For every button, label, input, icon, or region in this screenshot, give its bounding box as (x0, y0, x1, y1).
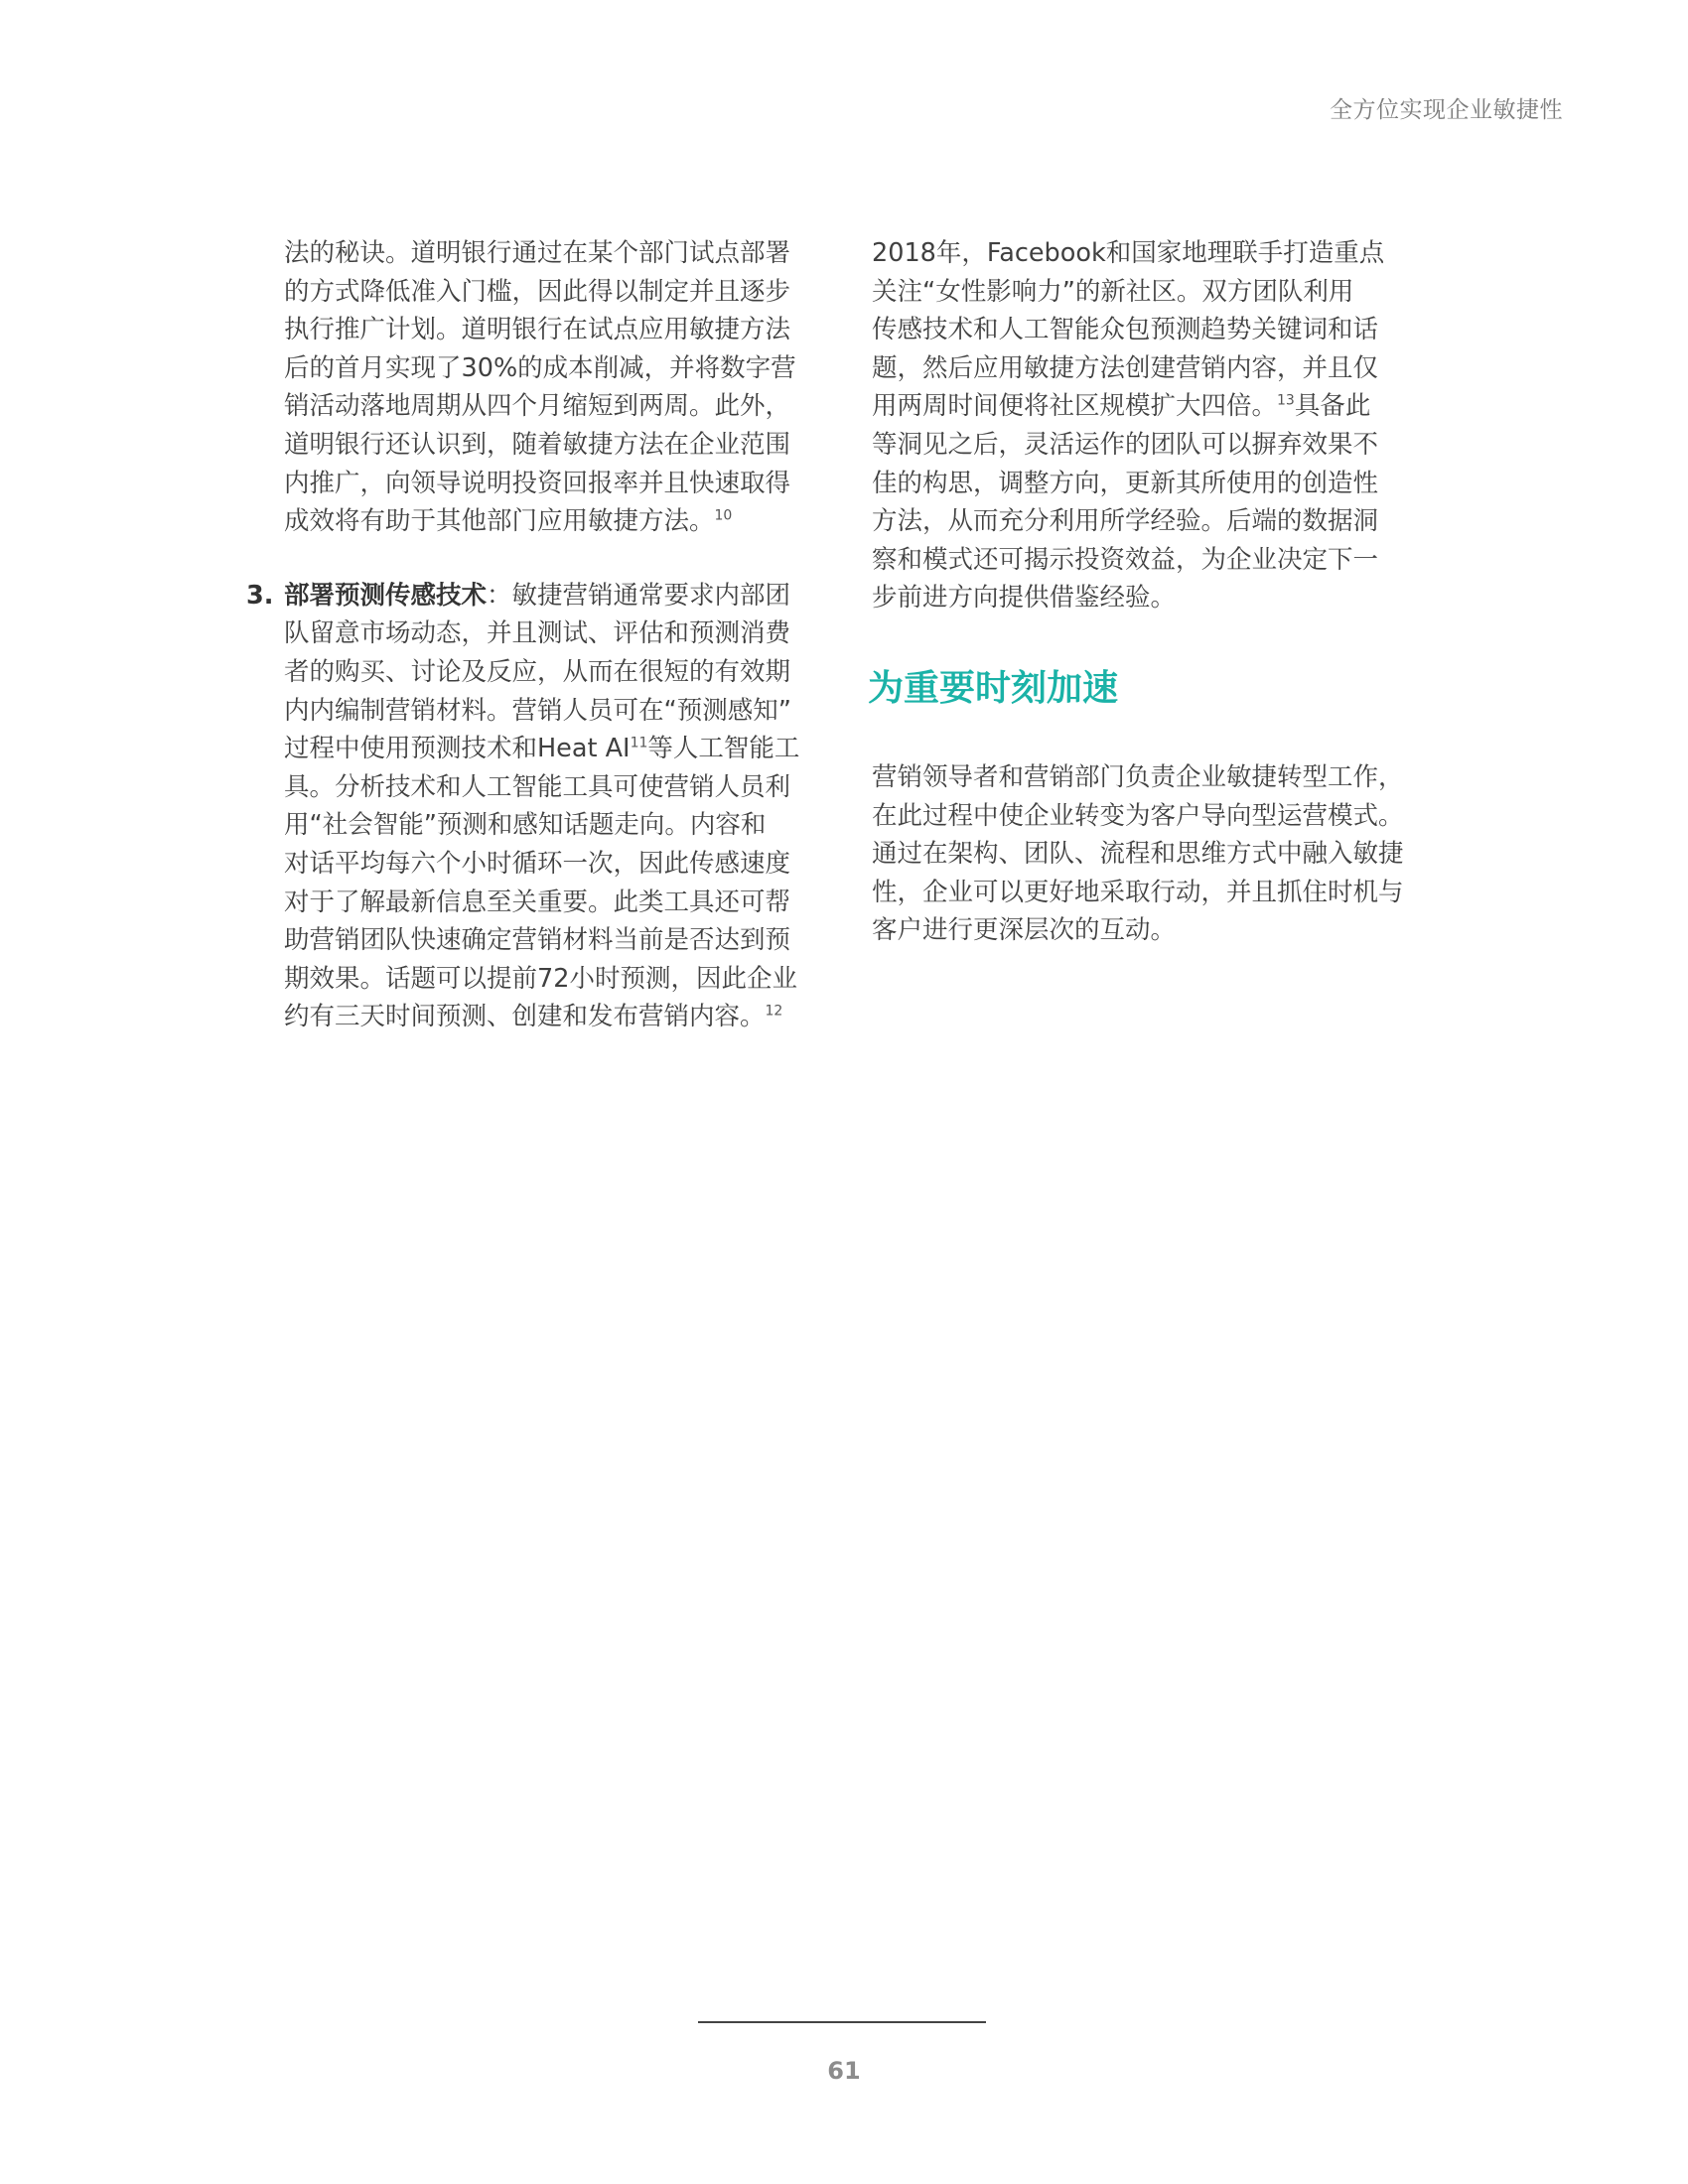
text-line: 过程中使用预测技术和Heat AI (284, 734, 631, 764)
text-line: 性，企业可以更好地采取行动，并且抓住时机与 (872, 877, 1404, 907)
right-column (868, 234, 1448, 950)
text-line: 在此过程中使企业转变为客户导向型运营模式。 (872, 800, 1404, 831)
footer-divider (698, 2021, 986, 2023)
running-header: 全方位实现企业敏捷性 (1330, 97, 1563, 123)
footnote-marker: 11 (630, 735, 648, 751)
text-line: 后的首月实现了30%的成本削减，并将数字营 (284, 352, 796, 383)
text-line: 成效将有助于其他部门应用敏捷方法。 (284, 506, 715, 537)
text-line: 用两周时间便将社区规模扩大四倍。 (872, 391, 1278, 422)
footnote-marker: 10 (714, 507, 733, 524)
leadership-paragraph (872, 758, 1448, 950)
facebook-paragraph (872, 234, 1448, 617)
text-line: 客户进行更深层次的互动。 (872, 915, 1177, 946)
text-line: 传感技术和人工智能众包预测趋势关键词和话 (872, 315, 1379, 345)
left-column (246, 234, 810, 1036)
footnote-marker: 12 (765, 1003, 783, 1020)
text-line: 察和模式还可揭示投资效益，为企业决定下一 (872, 544, 1379, 575)
text-line: 关注“女性影响力”的新社区。双方团队利用 (872, 276, 1354, 307)
text-line: 销活动落地周期从四个月缩短到两周。此外， (284, 391, 791, 422)
footnote-marker: 13 (1277, 392, 1295, 409)
text-line: 等洞见之后，灵活运作的团队可以摒弃效果不 (872, 429, 1379, 460)
page-number: 61 (827, 2057, 861, 2085)
text-line: 的方式降低准入门槛，因此得以制定并且逐步 (284, 276, 791, 307)
text-line: 道明银行还认识到，随着敏捷方法在企业范围 (284, 429, 791, 460)
text-line: 题，然后应用敏捷方法创建营销内容，并且仅 (872, 352, 1379, 383)
text-line: 2018年，Facebook和国家地理联手打造重点 (872, 238, 1385, 268)
list-item-text (284, 577, 810, 1036)
text-line: 队留意市场动态，并且测试、评估和预测消费 (284, 618, 791, 649)
text-line: 等人工智能工 (647, 734, 800, 764)
text-line: 法的秘诀。道明银行通过在某个部门试点部署 (284, 238, 791, 268)
text-line: 步前进方向提供借鉴经验。 (872, 583, 1177, 614)
intro-paragraph (284, 234, 810, 541)
text-line: ：敏捷营销通常要求内部团 (487, 580, 791, 611)
text-line: 具备此 (1294, 391, 1371, 422)
text-line: 者的购买、讨论及反应，从而在很短的有效期 (284, 656, 791, 687)
text-line: 对话平均每六个小时循环一次，因此传感速度 (284, 848, 791, 879)
text-line: 内内编制营销材料。营销人员可在“预测感知” (284, 695, 791, 726)
text-line: 营销领导者和营销部门负责企业敏捷转型工作， (872, 761, 1404, 792)
section-heading: 为重要时刻加速 (868, 667, 1119, 709)
text-line: 对于了解最新信息至关重要。此类工具还可帮 (284, 887, 791, 917)
list-number: 3. (246, 580, 274, 611)
text-line: 期效果。话题可以提前72小时预测，因此企业 (284, 963, 797, 994)
text-line: 佳的构思，调整方向，更新其所使用的创造性 (872, 468, 1379, 498)
text-line: 通过在架构、团队、流程和思维方式中融入敏捷 (872, 839, 1404, 870)
list-item-3 (246, 577, 810, 1036)
text-line: 具。分析技术和人工智能工具可使营销人员利 (284, 771, 791, 802)
text-line: 方法，从而充分利用所学经验。后端的数据洞 (872, 506, 1379, 537)
text-line: 助营销团队快速确定营销材料当前是否达到预 (284, 925, 791, 956)
list-item-lead: 部署预测传感技术 (284, 580, 488, 611)
text-line: 约有三天时间预测、创建和发布营销内容。 (284, 1002, 766, 1032)
text-line: 用“社会智能”预测和感知话题走向。内容和 (284, 810, 767, 841)
text-line: 执行推广计划。道明银行在试点应用敏捷方法 (284, 315, 791, 345)
text-line: 内推广，向领导说明投资回报率并且快速取得 (284, 468, 791, 498)
